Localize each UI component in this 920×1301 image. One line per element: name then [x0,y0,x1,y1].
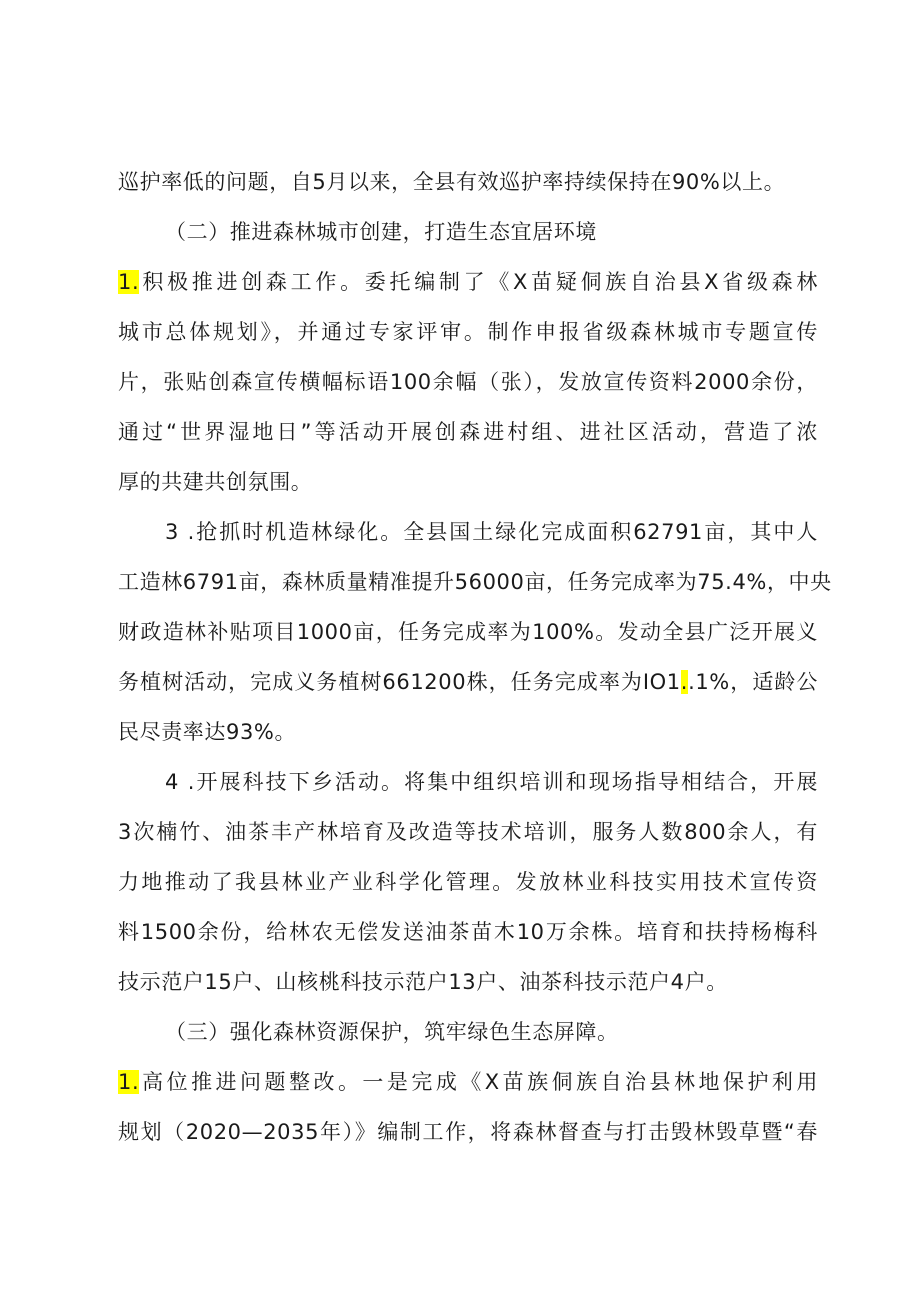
body-line [118,268,818,296]
text-run: 厚的共建共创氛围。 [118,470,313,494]
body-line [118,468,818,496]
body-line [165,768,818,796]
body-line [118,368,818,396]
body-line [118,418,818,446]
text-run: 财政造林补贴项目1000亩，任务完成率为100%。发动全县广泛开展义 [118,620,818,644]
body-line [118,868,818,896]
text-run: 料1500余份，给林农无偿发送油茶苗木10万余株。培育和扶持杨梅科 [118,920,818,944]
section-heading-3 [165,1018,818,1046]
body-line [118,1068,818,1096]
text-run: （三）强化森林资源保护，筑牢绿色生态屏障。 [165,1020,619,1044]
text-run: 力地推动了我县林业产业科学化管理。发放林业科技实用技术宣传资 [118,870,818,894]
text-run: 技示范户15户、山核桃科技示范户13户、油茶科技示范户4户。 [118,970,728,994]
body-line [118,968,818,996]
body-line [165,518,818,546]
text-run: 3 .抢抓时机造林绿化。全县国土绿化完成面积62791亩，其中人 [165,520,818,544]
highlighted-number: 1. [118,270,140,294]
body-line [118,1118,818,1146]
body-line [118,918,818,946]
text-run: 巡护率低的问题，自5月以来，全县有效巡护率持续保持在90%以上。 [118,170,786,194]
highlighted-number: 1. [118,1070,140,1094]
body-line [118,568,832,596]
text-run: 工造林6791亩，森林质量精准提升56000亩，任务完成率为75.4%，中央 [118,570,832,594]
text-run: 积极推进创森工作。委托编制了《X苗疑侗族自治县X省级森林 [139,270,818,294]
body-line [118,318,818,346]
text-run: 务植树活动，完成义务植树661200株，任务完成率为IO1 [118,670,681,694]
text-run: 民尽责率达93%。 [118,720,297,744]
body-line [118,818,818,846]
body-line [118,168,818,196]
text-run: （二）推进森林城市创建，打造生态宜居环境 [165,220,597,244]
text-run: 4 .开展科技下乡活动。将集中组织培训和现场指导相结合，开展 [165,770,818,794]
text-run: 片，张贴创森宣传横幅标语100余幅（张），发放宣传资料2000余份， [118,370,818,394]
text-run: 高位推进问题整改。一是完成《X苗族侗族自治县林地保护利用 [139,1070,818,1094]
body-line [118,668,818,696]
highlighted-dot: . [680,670,689,694]
section-heading-2 [165,218,818,246]
body-line [118,718,818,746]
text-run: 通过“世界湿地日”等活动开展创森进村组、进社区活动，营造了浓 [118,420,818,444]
text-run: 3次楠竹、油茶丰产林培育及改造等技术培训，服务人数800余人，有 [118,820,818,844]
text-run: 城市总体规划》，并通过专家评审。制作申报省级森林城市专题宣传 [118,320,818,344]
text-run: .1%，适龄公 [688,670,818,694]
text-run: 规划（2020—2035年）》编制工作，将森林督查与打击毁林毁草暨“春 [118,1120,818,1144]
body-line [118,618,818,646]
